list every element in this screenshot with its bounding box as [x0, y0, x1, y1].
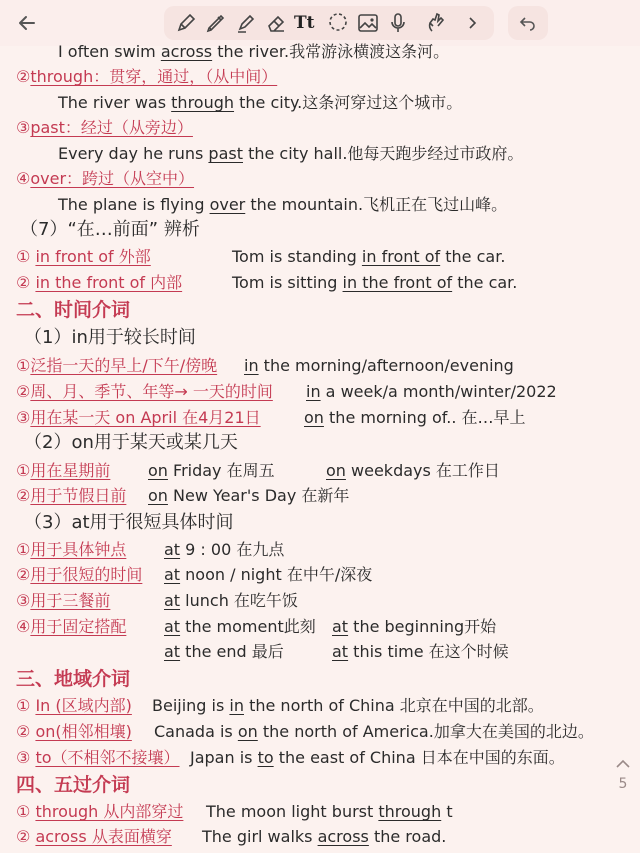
section-heading: 三、地域介词: [16, 668, 131, 690]
example-sentence: Japan is to the east of China 日本在中国的东面。: [190, 748, 565, 767]
example-sentence: on the morning of.. 在…早上: [304, 408, 526, 427]
example-sentence: on New Year's Day 在新年: [148, 486, 350, 505]
pencil-icon[interactable]: [204, 11, 228, 35]
notes-toolbar: [0, 0, 640, 46]
rule-item: ②用于很短的时间: [16, 565, 143, 584]
rule-item: ① through 从内部穿过: [16, 802, 184, 821]
rule-item: ③用于三餐前: [16, 591, 111, 610]
example-sentence: The moon light burst through t: [206, 802, 453, 821]
rule-item: ③用在某一天 on April 在4月21日: [16, 408, 261, 427]
rule-item: ②周、月、季节、年等→ 一天的时间: [16, 382, 273, 401]
section-heading: 四、五过介词: [16, 774, 131, 796]
subheading: （2）on用于某天或某几天: [24, 432, 238, 453]
example-sentence: Beijing is in the north of China 北京在中国的北部。: [152, 696, 544, 715]
rule-item: ②用于节假日前: [16, 486, 127, 505]
example-sentence: in the morning/afternoon/evening: [244, 356, 514, 375]
example-sentence: in a week/a month/winter/2022: [306, 382, 557, 401]
pen-icon[interactable]: [174, 11, 198, 35]
tool-palette: [164, 6, 494, 40]
scroll-up-icon[interactable]: [612, 755, 634, 773]
example-sentence: at the moment此刻: [164, 617, 316, 636]
example-sentence: Every day he runs past the city hall.他每天跑步经过市政府。: [58, 144, 524, 163]
example-sentence: on weekdays 在工作日: [326, 461, 500, 480]
example-sentence: at lunch 在吃午饭: [164, 591, 298, 610]
hand-draw-icon[interactable]: [424, 11, 448, 35]
microphone-icon[interactable]: [386, 11, 410, 35]
rule-item: ③past：经过（从旁边）: [16, 118, 193, 137]
image-icon[interactable]: [356, 11, 380, 35]
highlighter-icon[interactable]: [234, 11, 258, 35]
section-heading: 二、时间介词: [16, 299, 131, 321]
example-sentence: at 9 : 00 在九点: [164, 540, 285, 559]
example-sentence: The girl walks across the road.: [202, 827, 447, 846]
rule-item: ①泛指一天的早上/下午/傍晚: [16, 356, 218, 375]
rule-item: ②through：贯穿，通过，（从中间）: [16, 67, 278, 86]
rule-item: ①用在星期前: [16, 461, 111, 480]
example-sentence: Tom is standing in front of the car.: [232, 247, 506, 266]
undo-icon: [518, 12, 538, 32]
example-sentence: Canada is on the north of America.加拿大在美国的北边。: [154, 722, 594, 741]
example-sentence: at this time 在这个时候: [332, 642, 509, 661]
back-arrow-icon[interactable]: [14, 10, 40, 36]
chevron-right-icon[interactable]: [460, 11, 484, 35]
rule-item: ② in the front of 内部: [16, 273, 183, 292]
rule-item: ① In (区域内部): [16, 696, 132, 715]
rule-item: ① in front of 外部: [16, 247, 151, 266]
subheading: （1）in用于较长时间: [24, 327, 196, 348]
page-number: 5: [618, 776, 628, 792]
undo-button[interactable]: [508, 6, 548, 40]
lasso-icon[interactable]: [326, 11, 350, 35]
eraser-icon[interactable]: [264, 11, 288, 35]
rule-item: ④用于固定搭配: [16, 617, 127, 636]
rule-item: ③ to（不相邻不接壤）: [16, 748, 180, 767]
rule-item: ② on(相邻相壤): [16, 722, 132, 741]
example-sentence: at the beginning开始: [332, 617, 497, 636]
rule-item: ② across 从表面横穿: [16, 827, 172, 846]
example-sentence: at the end 最后: [164, 642, 284, 661]
example-sentence: I often swim across the river.我常游泳横渡这条河。: [58, 42, 450, 61]
rule-item: ④over：跨过（从空中）: [16, 169, 195, 188]
example-sentence: at noon / night 在中午/深夜: [164, 565, 373, 584]
subheading: （3）at用于很短具体时间: [24, 512, 234, 533]
example-sentence: The plane is flying over the mountain.飞机正在飞过山峰。: [58, 195, 508, 214]
rule-item: ①用于具体钟点: [16, 540, 127, 559]
example-sentence: on Friday 在周五: [148, 461, 275, 480]
subheading: （7）“在…前面” 辨析: [20, 219, 200, 240]
text-tool-icon[interactable]: Tt: [294, 13, 315, 33]
example-sentence: Tom is sitting in the front of the car.: [232, 273, 518, 292]
example-sentence: The river was through the city.这条河穿过这个城市。: [58, 93, 463, 112]
